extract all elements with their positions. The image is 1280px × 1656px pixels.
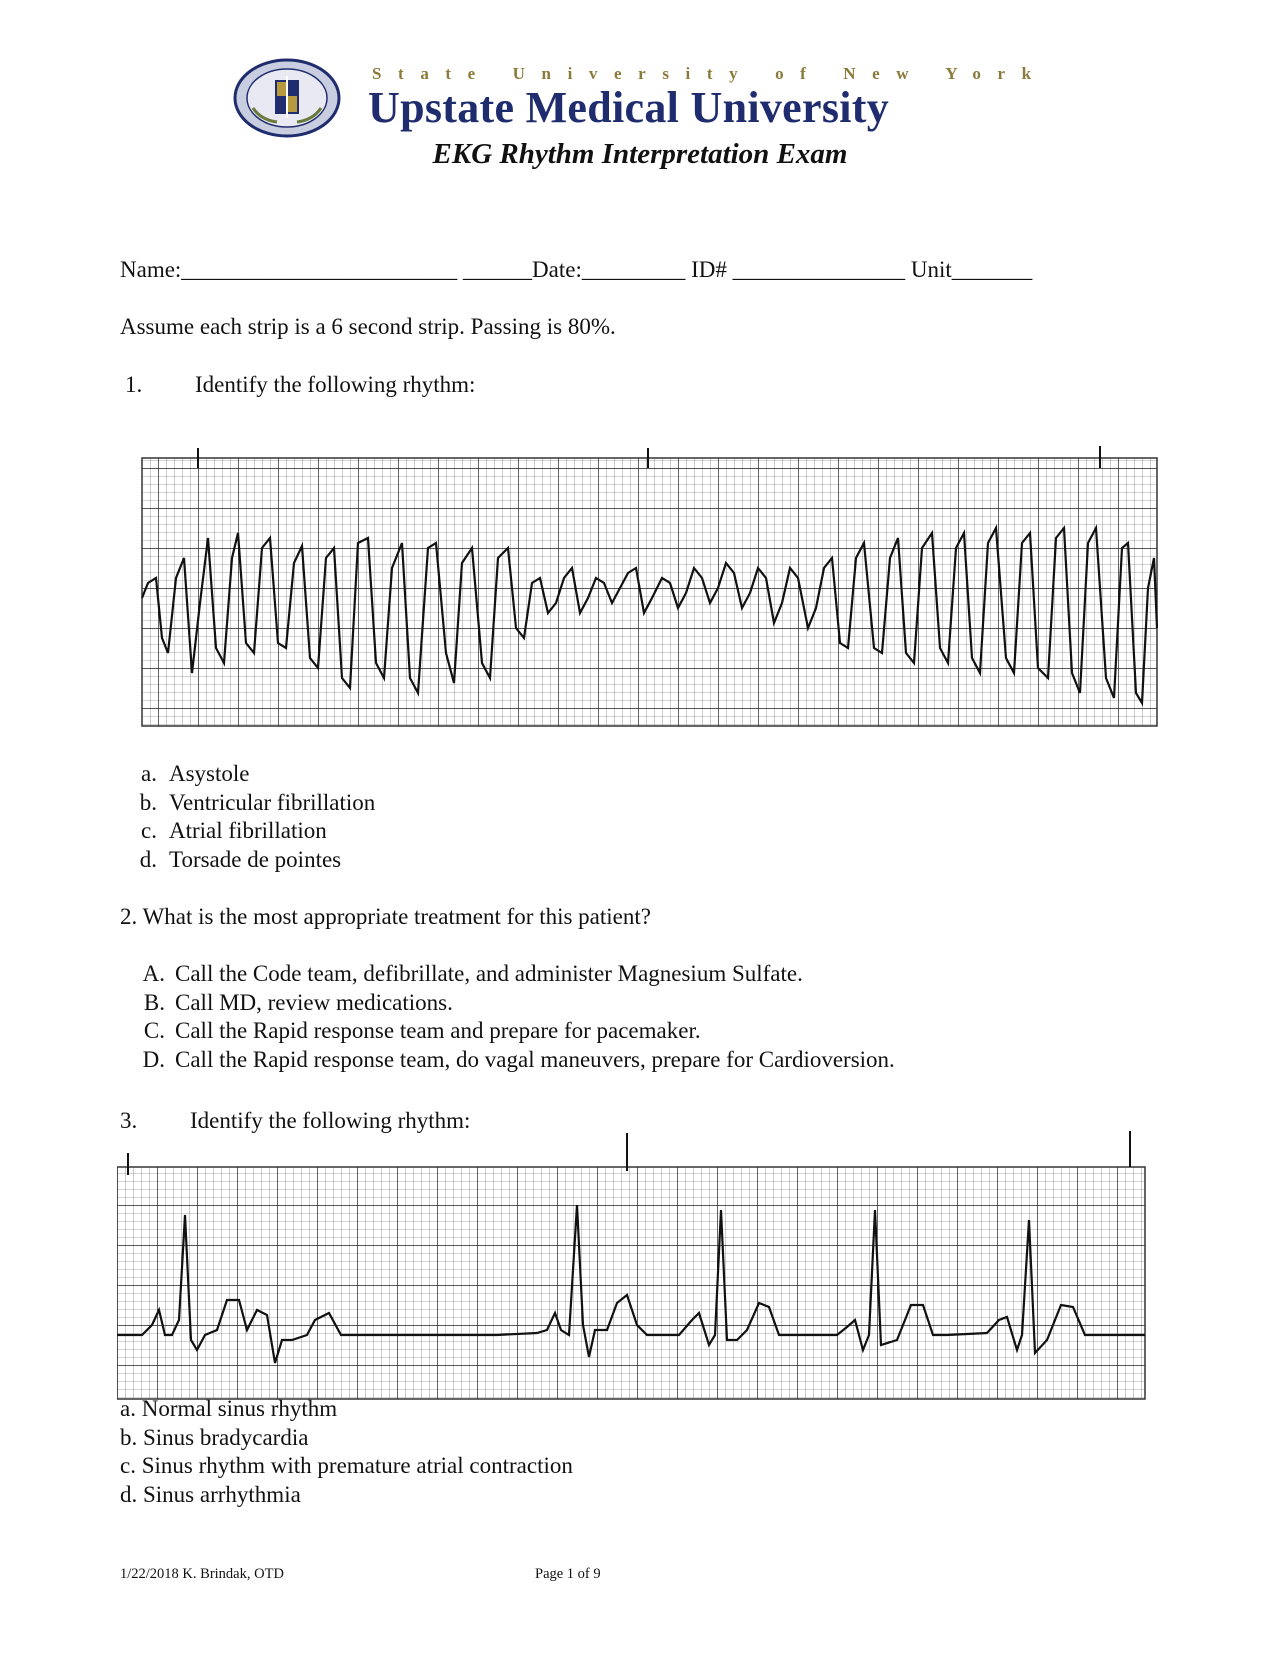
question-1 — [125, 372, 475, 398]
footer-date-author: 1/22/2018 K. Brindak, OTD — [120, 1566, 284, 1582]
option-text: Ventricular fibrillation — [169, 789, 376, 815]
q1-option-d[interactable] — [120, 846, 375, 875]
option-letter: d. — [139, 846, 157, 872]
question-2-options — [120, 960, 895, 1074]
option-text: Call MD, review medications. — [175, 989, 453, 1015]
question-1-options — [120, 760, 375, 874]
university-name: Upstate Medical University — [368, 83, 890, 132]
option-letter: C. — [143, 1018, 165, 1044]
option-letter: a. — [141, 761, 157, 786]
question-3-prompt: Identify the following rhythm: — [190, 1108, 471, 1133]
q1-option-b[interactable] — [120, 789, 375, 818]
q3-option-d[interactable]: d. Sinus arrhythmia — [120, 1481, 301, 1507]
q1-option-a[interactable] — [120, 760, 375, 789]
question-3-number: 3. — [120, 1108, 138, 1133]
question-1-prompt: Identify the following rhythm: — [195, 372, 476, 397]
footer-page-number: Page 1 of 9 — [535, 1566, 601, 1582]
exam-title: EKG Rhythm Interpretation Exam — [432, 138, 848, 170]
q3-option-c[interactable]: c. Sinus rhythm with premature atrial contraction — [120, 1453, 573, 1479]
option-letter: D. — [142, 1046, 165, 1072]
option-letter: c. — [141, 818, 157, 844]
question-2-prompt: 2. What is the most appropriate treatment for this patient? — [120, 904, 651, 929]
option-text: Call the Rapid response team and prepare for pacemaker. — [175, 1018, 701, 1044]
q3-option-a[interactable]: a. Normal sinus rhythm — [120, 1396, 338, 1421]
ekg-strip-2 — [117, 1125, 1162, 1405]
university-seal-logo — [233, 58, 341, 138]
question-1-number: 1. — [125, 372, 143, 397]
option-text: Torsade de pointes — [169, 846, 342, 872]
q2-option-c[interactable] — [120, 1017, 895, 1046]
option-letter: B. — [143, 989, 165, 1015]
ekg-strip-1 — [118, 428, 1160, 728]
option-text: Call the Code team, defibrillate, and administer Magnesium Sulfate. — [175, 961, 803, 986]
q2-option-d[interactable] — [120, 1046, 895, 1075]
student-info-line: Name:________________________ ______Date:_________ ID# _______________ Unit_______ — [120, 257, 1033, 282]
q2-option-a[interactable] — [120, 960, 895, 989]
question-3-options — [120, 1395, 573, 1509]
option-text: Asystole — [169, 761, 250, 786]
option-letter: b. — [139, 789, 157, 815]
option-letter: A. — [142, 961, 165, 986]
q2-option-b[interactable] — [120, 989, 895, 1018]
option-text: Atrial fibrillation — [169, 818, 327, 844]
q1-option-c[interactable] — [120, 817, 375, 846]
suny-system-name: State University of New York — [372, 64, 1048, 83]
instructions: Assume each strip is a 6 second strip. Passing is 80%. — [120, 314, 616, 339]
option-text: Call the Rapid response team, do vagal maneuvers, prepare for Cardioversion. — [175, 1046, 895, 1072]
q3-option-b[interactable]: b. Sinus bradycardia — [120, 1424, 309, 1450]
